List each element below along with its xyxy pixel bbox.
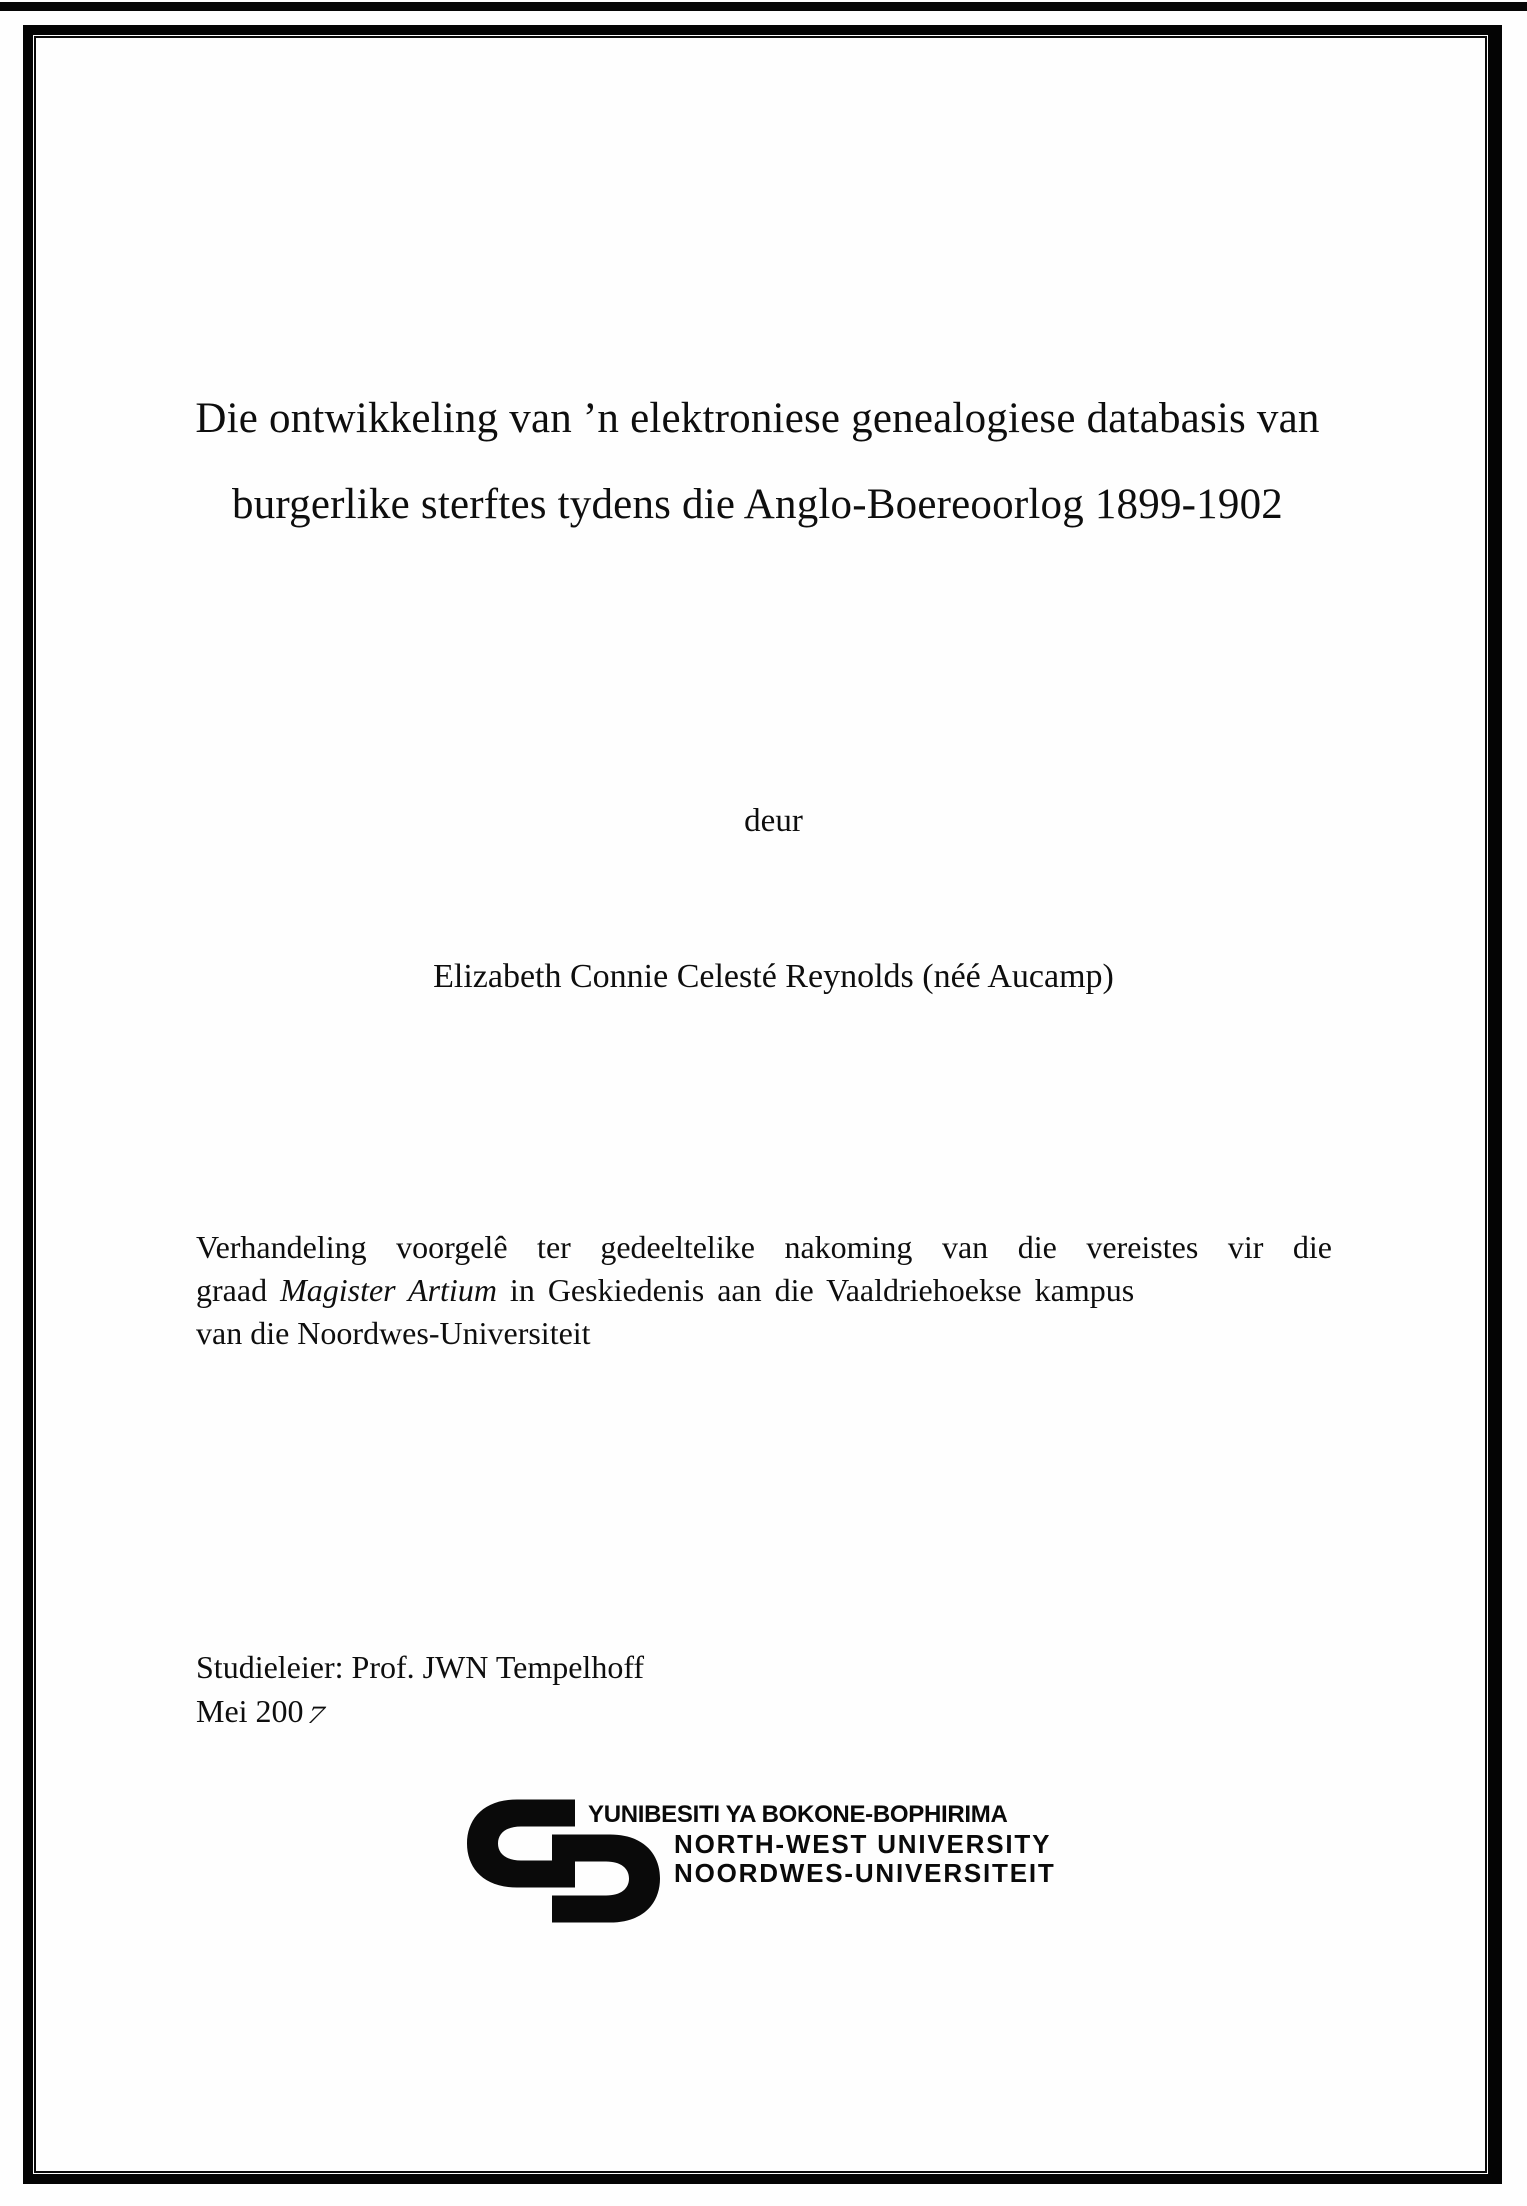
thesis-statement: [196, 1226, 1332, 1355]
statement-line3: van die Noordwes-Universiteit: [196, 1315, 591, 1351]
date-handwritten-seven: 7: [302, 1700, 330, 1729]
thesis-title-line1: Die ontwikkeling van ’n elektroniese genealogiese databasis van: [195, 395, 1320, 442]
scan-artifact-top-bar: [0, 2, 1527, 11]
thesis-title-line2: burgerlike sterftes tydens die Anglo-Boereoorlog 1899-1902: [232, 481, 1283, 528]
statement-line1: Verhandeling voorgelê ter gedeeltelike nakoming van die vereistes vir die: [196, 1229, 1332, 1265]
byline-deur: deur: [744, 803, 803, 839]
date-line: [196, 1689, 644, 1733]
statement-degree-italic: Magister Artium: [280, 1272, 497, 1308]
supervisor-block: [196, 1645, 644, 1733]
statement-line2-prefix: graad: [196, 1272, 281, 1308]
date-prefix: Mei 200: [196, 1693, 304, 1729]
author-name: Elizabeth Connie Celesté Reynolds (néé Aucamp): [433, 958, 1114, 995]
thesis-title: [40, 394, 1475, 530]
logo-line-afrikaans: NOORDWES-UNIVERSITEIT: [674, 1858, 1056, 1888]
supervisor-line: Studieleier: Prof. JWN Tempelhoff: [196, 1649, 645, 1685]
logo-line-english: NORTH-WEST UNIVERSITY: [674, 1829, 1052, 1859]
statement-line2-suffix: in Geskiedenis aan die Vaaldriehoekse kampus: [496, 1272, 1135, 1308]
university-logo-text: [588, 1800, 1056, 1888]
statement-line2: [196, 1269, 1332, 1312]
logo-line-setswana: YUNIBESITI YA BOKONE-BOPHIRIMA: [588, 1801, 1008, 1828]
